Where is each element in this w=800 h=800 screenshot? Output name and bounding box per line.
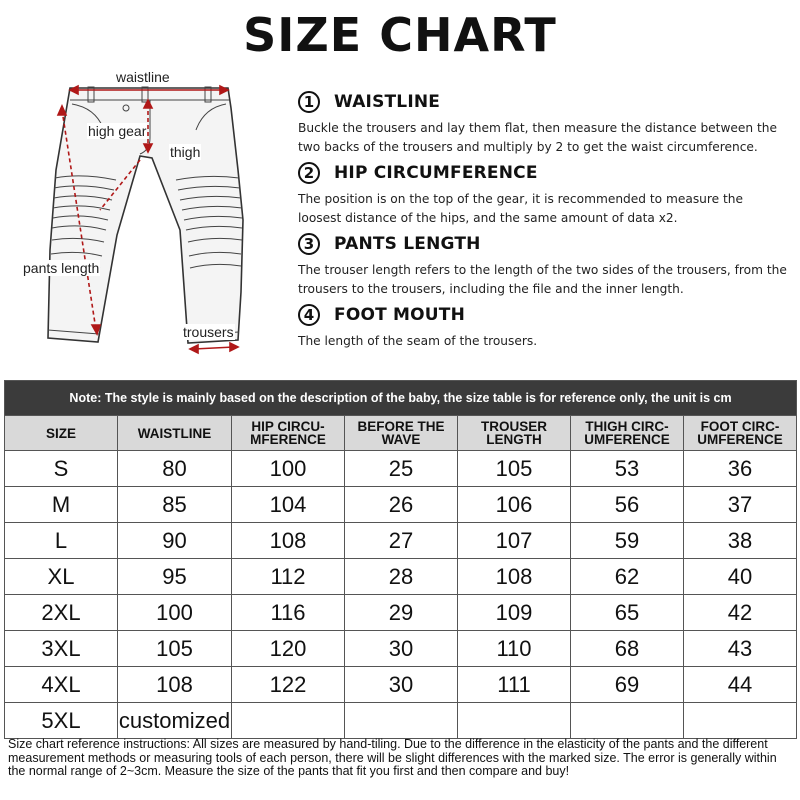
table-cell: 109 (458, 595, 571, 631)
step-title: HIP CIRCUMFERENCE (334, 163, 538, 183)
size-cell: 5XL (5, 703, 118, 739)
step-description: Buckle the trousers and lay them flat, then measure the distance between the two backs of the trousers and multiply by 2 to get the waist circumference. (298, 121, 778, 154)
table-cell: 107 (458, 523, 571, 559)
table-cell: 80 (118, 451, 232, 487)
table-cell: 95 (118, 559, 232, 595)
column-header (458, 416, 571, 451)
table-cell: 111 (458, 667, 571, 703)
footer-instructions: Size chart reference instructions: All sizes are measured by hand-tiling. Due to the difference in the elasticity of the pants and the different measurement methods or measuring tools of each person, there will be slight differences with the marked size. The error is generally within the normal range of 2~3cm. Measure the size of the pants that fit you first and then compare and buy! (8, 737, 777, 778)
table-row (5, 451, 797, 487)
step-foot-mouth (298, 301, 788, 351)
column-header-line: UMFERENCE (584, 432, 670, 447)
pants-illustration (0, 60, 290, 360)
column-header (345, 416, 458, 451)
table-cell: 105 (118, 631, 232, 667)
table-cell: 105 (458, 451, 571, 487)
table-cell: 25 (345, 451, 458, 487)
table-cell: 110 (458, 631, 571, 667)
table-cell: 68 (571, 631, 684, 667)
table-cell: 65 (571, 595, 684, 631)
column-header-line: SIZE (45, 425, 76, 441)
table-cell: 106 (458, 487, 571, 523)
table-cell: 85 (118, 487, 232, 523)
table-cell: 112 (232, 559, 345, 595)
table-cell: 56 (571, 487, 684, 523)
column-header-line: HIP CIRCU- (251, 419, 325, 434)
table-cell: 27 (345, 523, 458, 559)
step-number: 2 (298, 162, 320, 184)
table-cell: 120 (232, 631, 345, 667)
table-cell: 100 (232, 451, 345, 487)
size-cell: L (5, 523, 118, 559)
step-number: 1 (298, 91, 320, 113)
table-cell: 53 (571, 451, 684, 487)
label-pants-length: pants length (23, 260, 100, 276)
size-cell: S (5, 451, 118, 487)
column-header-line: BEFORE THE (357, 419, 445, 434)
table-cell: 44 (684, 667, 797, 703)
table-row (5, 523, 797, 559)
table-cell: 62 (571, 559, 684, 595)
table-row (5, 667, 797, 703)
table-body (5, 451, 797, 739)
table-cell: 36 (684, 451, 797, 487)
column-header-line: FOOT CIRC- (700, 419, 780, 434)
column-header-line: THIGH CIRC- (585, 419, 669, 434)
column-header-line: LENGTH (486, 432, 542, 447)
table-cell (571, 703, 684, 739)
step-description: The trouser length refers to the length of the two sides of the trousers, from the trousers to the trousers, including the file and the inner length. (298, 263, 787, 296)
table-cell: 30 (345, 631, 458, 667)
label-trousers: trousers (183, 324, 234, 340)
table-cell: 30 (345, 667, 458, 703)
size-cell: XL (5, 559, 118, 595)
size-cell: 2XL (5, 595, 118, 631)
table-note-row (5, 381, 797, 416)
table-cell: 90 (118, 523, 232, 559)
table-cell: 37 (684, 487, 797, 523)
step-title: PANTS LENGTH (334, 234, 481, 254)
column-header (5, 416, 118, 451)
column-header (571, 416, 684, 451)
step-hip-circumference (298, 159, 788, 228)
table-cell: 69 (571, 667, 684, 703)
step-waistline (298, 88, 788, 157)
column-header-line: MFERENCE (250, 432, 326, 447)
table-cell: 108 (232, 523, 345, 559)
table-cell (684, 703, 797, 739)
table-row (5, 631, 797, 667)
step-description: The length of the seam of the trousers. (298, 334, 538, 348)
table-cell: 59 (571, 523, 684, 559)
table-cell: 38 (684, 523, 797, 559)
table-header-row (5, 416, 797, 451)
table-cell: 116 (232, 595, 345, 631)
table-cell (345, 703, 458, 739)
table-cell: 28 (345, 559, 458, 595)
column-header-line: WAVE (381, 432, 421, 447)
table-cell: 104 (232, 487, 345, 523)
table-row (5, 487, 797, 523)
step-number: 3 (298, 233, 320, 255)
table-cell: 42 (684, 595, 797, 631)
table-cell: 29 (345, 595, 458, 631)
table-cell: 108 (118, 667, 232, 703)
label-high-gear: high gear (88, 123, 147, 139)
table-row (5, 703, 797, 739)
table-row (5, 559, 797, 595)
table-cell: 26 (345, 487, 458, 523)
size-table (4, 380, 797, 739)
column-header-line: TROUSER (480, 419, 547, 434)
step-number: 4 (298, 304, 320, 326)
page-title: SIZE CHART (243, 8, 557, 62)
column-header-line: WAISTLINE (137, 425, 212, 441)
column-header (232, 416, 345, 451)
pants-diagram (0, 60, 290, 360)
table-cell: 122 (232, 667, 345, 703)
table-cell (458, 703, 571, 739)
label-thigh: thigh (170, 144, 201, 160)
table-row (5, 595, 797, 631)
column-header (118, 416, 232, 451)
step-title: FOOT MOUTH (334, 305, 466, 325)
table-cell: 108 (458, 559, 571, 595)
table-note: Note: The style is mainly based on the description of the baby, the size table is for reference only, the unit is cm (5, 381, 797, 416)
table-cell: 40 (684, 559, 797, 595)
column-header-line: UMFERENCE (697, 432, 783, 447)
size-cell: 3XL (5, 631, 118, 667)
column-header (684, 416, 797, 451)
table-cell: customized (118, 703, 232, 739)
size-cell: 4XL (5, 667, 118, 703)
step-title: WAISTLINE (334, 92, 441, 112)
step-description: The position is on the top of the gear, it is recommended to measure the loosest distance of the hips, and the same amount of data x2. (298, 192, 744, 225)
label-waistline: waistline (116, 69, 170, 85)
measurement-steps (298, 88, 788, 353)
table-cell (232, 703, 345, 739)
table-cell: 43 (684, 631, 797, 667)
step-pants-length (298, 230, 788, 299)
size-cell: M (5, 487, 118, 523)
table-cell: 100 (118, 595, 232, 631)
